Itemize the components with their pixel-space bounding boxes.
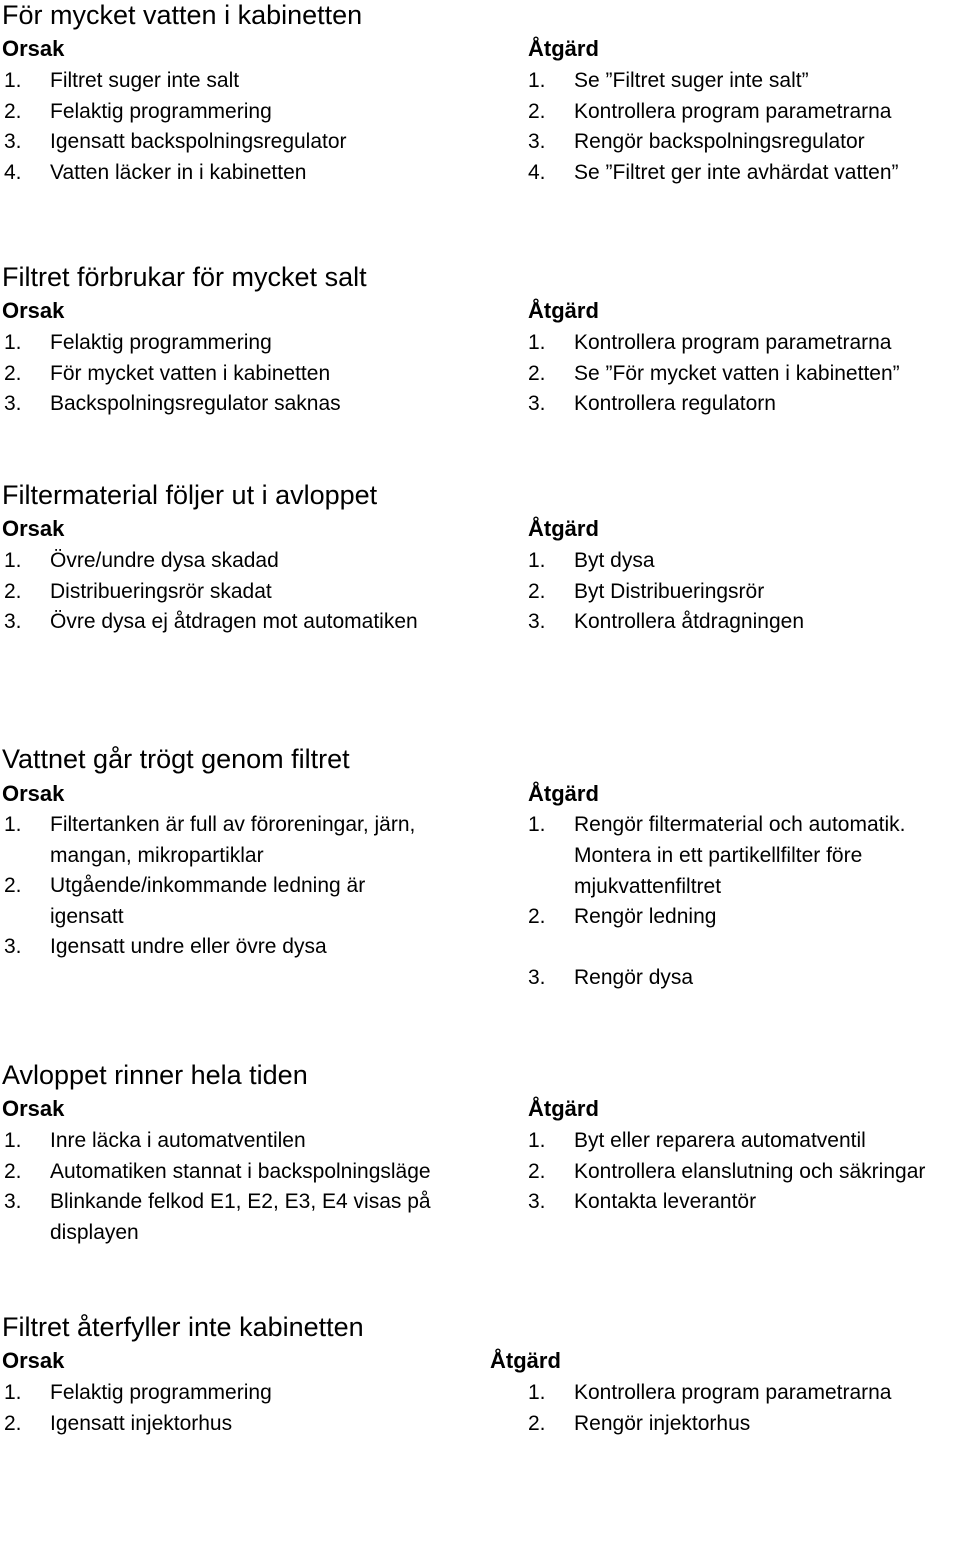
action-item-number: 3. — [528, 1190, 546, 1213]
section-for-mycket-vatten-i-kabinetten — [0, 0, 960, 240]
action-item-text: Rengör backspolningsregulator — [574, 130, 865, 153]
cause-item-text: Vatten läcker in i kabinetten — [50, 161, 307, 184]
cause-item-text: Övre/undre dysa skadad — [50, 549, 279, 572]
cause-item-number: 1. — [4, 1381, 22, 1404]
cause-item-text: Felaktig programmering — [50, 331, 272, 354]
section-filtret-forbrukar-for-mycket-salt — [0, 262, 960, 502]
cause-header: Orsak — [2, 36, 65, 61]
cause-item-text: För mycket vatten i kabinetten — [50, 362, 331, 385]
cause-item-number: 3. — [4, 610, 22, 633]
section-filtermaterial-foljer-ut-i-avloppet — [0, 480, 960, 720]
action-item-text: Se ”Filtret suger inte salt” — [574, 69, 809, 92]
action-header: Åtgärd — [528, 1096, 599, 1121]
cause-item-number: 2. — [4, 100, 22, 123]
action-header: Åtgärd — [528, 36, 599, 61]
cause-item-text: igensatt — [50, 905, 124, 928]
action-item-text: Byt eller reparera automatventil — [574, 1129, 866, 1152]
action-item-number: 3. — [528, 130, 546, 153]
action-item-number: 2. — [528, 580, 546, 603]
cause-item-text: Backspolningsregulator saknas — [50, 392, 341, 415]
action-item-text: Se ”För mycket vatten i kabinetten” — [574, 362, 900, 385]
cause-item-text: Igensatt backspolningsregulator — [50, 130, 347, 153]
cause-item-number: 3. — [4, 935, 22, 958]
action-item-text: Kontrollera elanslutning och säkringar — [574, 1160, 926, 1183]
action-item-text: Kontakta leverantör — [574, 1190, 757, 1213]
cause-item-text: Inre läcka i automatventilen — [50, 1129, 306, 1152]
cause-item-number: 2. — [4, 1160, 22, 1183]
cause-item-number: 2. — [4, 874, 22, 897]
section-avloppet-rinner-hela-tiden — [0, 1060, 960, 1300]
section-title: Filtret återfyller inte kabinetten — [2, 1312, 364, 1342]
action-item-text: Se ”Filtret ger inte avhärdat vatten” — [574, 161, 899, 184]
action-item-text: Byt dysa — [574, 549, 655, 572]
cause-item-number: 2. — [4, 1412, 22, 1435]
action-item-text: Byt Distribueringsrör — [574, 580, 765, 603]
cause-item-text: Utgående/inkommande ledning är — [50, 874, 366, 897]
action-item-number: 2. — [528, 362, 546, 385]
action-item-text: Rengör injektorhus — [574, 1412, 751, 1435]
action-item-text: Kontrollera program parametrarna — [574, 100, 892, 123]
section-title: Filtret förbrukar för mycket salt — [2, 262, 367, 292]
action-item-number: 2. — [528, 905, 546, 928]
cause-item-text: Övre dysa ej åtdragen mot automatiken — [50, 610, 418, 633]
cause-item-number: 1. — [4, 813, 22, 836]
action-item-text: Rengör filtermaterial och automatik. — [574, 813, 906, 836]
action-item-number: 1. — [528, 1381, 546, 1404]
action-item-number: 2. — [528, 1160, 546, 1183]
cause-header: Orsak — [2, 781, 65, 806]
cause-item-text: Igensatt undre eller övre dysa — [50, 935, 327, 958]
cause-item-text: Felaktig programmering — [50, 100, 272, 123]
section-title: Avloppet rinner hela tiden — [2, 1060, 308, 1090]
action-item-number: 3. — [528, 610, 546, 633]
section-vattnet-gar-trogt-genom-filtret — [0, 744, 960, 989]
section-title: För mycket vatten i kabinetten — [2, 0, 363, 30]
action-item-text: Rengör ledning — [574, 905, 717, 928]
action-item-text: Kontrollera regulatorn — [574, 392, 776, 415]
action-item-number: 4. — [528, 161, 546, 184]
action-item-text: Rengör dysa — [574, 966, 694, 989]
action-header: Åtgärd — [528, 516, 599, 541]
cause-header: Orsak — [2, 1348, 65, 1373]
action-header: Åtgärd — [528, 298, 599, 323]
action-item-number: 3. — [528, 966, 546, 989]
cause-header: Orsak — [2, 1096, 65, 1121]
action-item-text: Kontrollera program parametrarna — [574, 331, 892, 354]
cause-item-text: Blinkande felkod E1, E2, E3, E4 visas på — [50, 1190, 431, 1213]
action-item-number: 2. — [528, 1412, 546, 1435]
action-header: Åtgärd — [528, 781, 599, 806]
cause-item-number: 4. — [4, 161, 22, 184]
cause-item-number: 1. — [4, 549, 22, 572]
action-item-text: Kontrollera program parametrarna — [574, 1381, 892, 1404]
cause-item-number: 3. — [4, 1190, 22, 1213]
action-item-number: 1. — [528, 331, 546, 354]
action-item-number: 2. — [528, 100, 546, 123]
section-title: Vattnet går trögt genom filtret — [2, 744, 350, 774]
action-header: Åtgärd — [490, 1348, 561, 1373]
action-item-number: 1. — [528, 1129, 546, 1152]
cause-item-text: Igensatt injektorhus — [50, 1412, 233, 1435]
cause-item-text: Filtertanken är full av föroreningar, järn, — [50, 813, 416, 836]
cause-item-text: mangan, mikropartiklar — [50, 844, 264, 867]
action-item-text: Montera in ett partikellfilter före — [574, 844, 863, 867]
cause-header: Orsak — [2, 516, 65, 541]
section-filtret-aterfyller-inte-kabinetten — [0, 1312, 960, 1552]
cause-item-text: Automatiken stannat i backspolningsläge — [50, 1160, 431, 1183]
action-item-number: 3. — [528, 392, 546, 415]
cause-item-text: displayen — [50, 1221, 139, 1244]
section-title: Filtermaterial följer ut i avloppet — [2, 480, 378, 510]
cause-item-text: Filtret suger inte salt — [50, 69, 240, 92]
cause-item-number: 3. — [4, 130, 22, 153]
cause-item-text: Felaktig programmering — [50, 1381, 272, 1404]
cause-item-number: 2. — [4, 362, 22, 385]
cause-item-number: 2. — [4, 580, 22, 603]
cause-item-number: 1. — [4, 331, 22, 354]
action-item-text: Kontrollera åtdragningen — [574, 610, 804, 633]
cause-header: Orsak — [2, 298, 65, 323]
action-item-number: 1. — [528, 549, 546, 572]
cause-item-number: 3. — [4, 392, 22, 415]
action-item-text: mjukvattenfiltret — [574, 875, 722, 898]
cause-item-number: 1. — [4, 69, 22, 92]
action-item-number: 1. — [528, 813, 546, 836]
cause-item-number: 1. — [4, 1129, 22, 1152]
cause-item-text: Distribueringsrör skadat — [50, 580, 272, 603]
action-item-number: 1. — [528, 69, 546, 92]
